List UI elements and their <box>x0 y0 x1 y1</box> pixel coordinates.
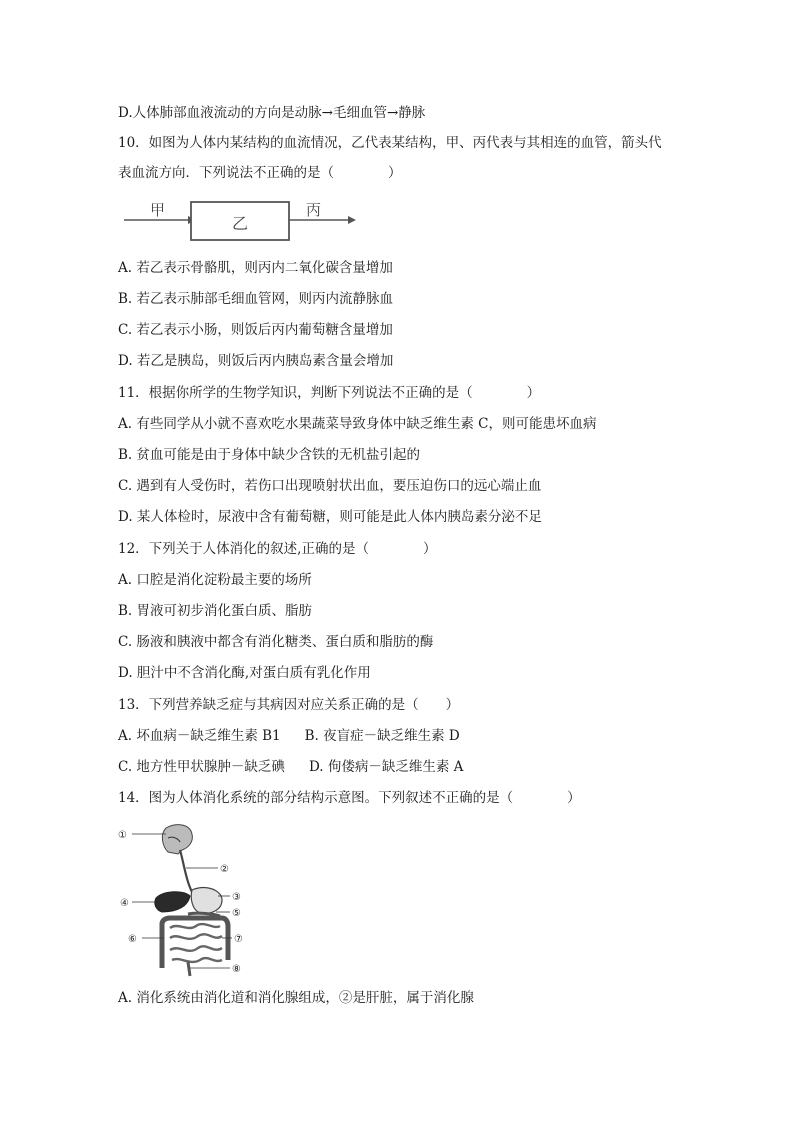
liver-shape <box>155 892 190 912</box>
q12-option-a: A. 口腔是消化淀粉最主要的场所 <box>118 572 312 588</box>
label-yi: 乙 <box>232 214 249 233</box>
q13-stem: 13．下列营养缺乏症与其病因对应关系正确的是（ ） <box>118 697 460 713</box>
stomach-shape <box>191 888 222 914</box>
label-3: ③ <box>232 892 241 903</box>
label-1: ① <box>118 830 127 841</box>
esophagus-shape <box>180 850 192 892</box>
q13-option-d: D. 佝偻病－缺乏维生素 A <box>308 759 464 775</box>
q12-option-c: C. 肠液和胰液中都含有消化糖类、蛋白质和脂肪的酶 <box>118 634 434 650</box>
q14-option-a: A. 消化系统由消化道和消化腺组成，②是肝脏，属于消化腺 <box>118 990 474 1006</box>
q13-option-c: C. 地方性甲状腺肿－缺乏碘 <box>118 759 285 775</box>
q11-option-a: A. 有些同学从小就不喜欢吃水果蔬菜导致身体中缺乏维生素 C，则可能患坏血病 <box>118 416 597 432</box>
option-d-prev-question: D.人体肺部血液流动的方向是动脉→毛细血管→静脉 <box>118 105 426 121</box>
q10-option-a: A. 若乙表示骨骼肌，则丙内二氧化碳含量增加 <box>118 260 393 276</box>
q12-option-b: B. 胃液可初步消化蛋白质、脂肪 <box>118 603 313 619</box>
q13-option-a: A. 坏血病－缺乏维生素 B1 <box>118 728 281 744</box>
label-jia: 甲 <box>150 201 166 219</box>
q11-option-b: B. 贫血可能是由于身体中缺少含铁的无机盐引起的 <box>118 447 421 463</box>
q11-stem: 11．根据你所学的生物学知识，判断下列说法不正确的是（ ） <box>118 385 541 401</box>
q14-stem: 14．图为人体消化系统的部分结构示意图。下列叙述不正确的是（ ） <box>118 790 581 806</box>
q10-stem-line1: 10．如图为人体内某结构的血流情况，乙代表某结构，甲、丙代表与其相连的血管，箭头代 <box>118 135 662 151</box>
label-bing: 丙 <box>306 201 322 219</box>
label-7: ⑦ <box>234 934 243 945</box>
label-8: ⑧ <box>232 964 241 975</box>
label-5: ⑤ <box>232 908 241 919</box>
q10-stem-line2: 表血流方向．下列说法不正确的是（ ） <box>118 165 402 181</box>
rectum-shape <box>188 962 190 976</box>
label-4: ④ <box>120 898 129 909</box>
small-intestine-shape <box>170 924 222 962</box>
label-2: ② <box>220 864 229 875</box>
q12-stem: 12．下列关于人体消化的叙述,正确的是（ ） <box>118 541 437 557</box>
digestive-system-diagram <box>118 820 268 980</box>
q10-option-d: D. 若乙是胰岛，则饭后丙内胰岛素含量会增加 <box>118 353 394 369</box>
blood-flow-diagram <box>122 196 362 248</box>
q13-options-row1 <box>118 726 460 746</box>
q10-option-b: B. 若乙表示肺部毛细血管网，则丙内流静脉血 <box>118 291 394 307</box>
q13-option-b: B. 夜盲症－缺乏维生素 D <box>304 728 460 744</box>
q11-option-d: D. 某人体检时，尿液中含有葡萄糖，则可能是此人体内胰岛素分泌不足 <box>118 509 542 525</box>
label-6: ⑥ <box>128 934 137 945</box>
right-arrowhead <box>348 216 356 224</box>
q11-option-c: C. 遇到有人受伤时，若伤口出现喷射状出血，要压迫伤口的远心端止血 <box>118 478 542 494</box>
q12-option-d: D. 胆汁中不含消化酶,对蛋白质有乳化作用 <box>118 665 371 681</box>
q13-options-row2 <box>118 757 463 777</box>
q10-option-c: C. 若乙表示小肠，则饭后丙内葡萄糖含量增加 <box>118 322 393 338</box>
